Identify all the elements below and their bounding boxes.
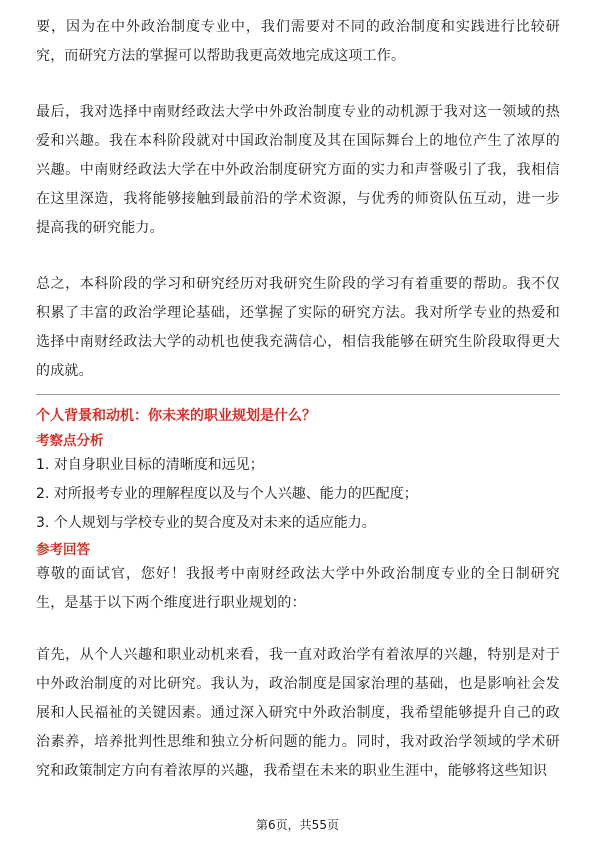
analysis-label: 考察点分析 [36, 433, 104, 449]
analysis-item: 1. 对自身职业目标的清晰度和远见； [36, 457, 264, 473]
page-content [36, 13, 560, 786]
section-divider [36, 394, 560, 395]
paragraph-gap [36, 71, 560, 98]
analysis-item: 2. 对所报考专业的理解程度以及与个人兴趣、能力的匹配度； [36, 486, 418, 502]
paragraph-gap [36, 243, 560, 270]
answer-paragraph: 首先，从个人兴趣和职业动机来看，我一直对政治学有着浓厚的兴趣，特别是对于中外政治制度的对比研究。我认为，政治制度是国家治理的基础，也是影响社会发展和人民福祉的关键因素。通过深入研究中外政治制度，我希望能够提升自己的政治素养，培养批判性思维和独立分析问题的能力。同时，我对政治学领域的学术研究和政策制定方向有着浓厚的兴趣，我希望在未来的职业生涯中，能够将这些知识 [36, 647, 560, 779]
page-number-footer: 第6页，共55页 [256, 818, 339, 832]
body-paragraph: 要，因为在中外政治制度专业中，我们需要对不同的政治制度和实践进行比较研究，而研究方法的掌握可以帮助我更高效地完成这项工作。 [36, 19, 560, 64]
analysis-item: 3. 个人规划与学校专业的契合度及对未来的适应能力。 [36, 515, 376, 531]
body-paragraph: 最后，我对选择中南财经政法大学中外政治制度专业的动机源于我对这一领域的热爱和兴趣。我在本科阶段就对中国政治制度及其在国际舞台上的地位产生了浓厚的兴趣。中南财经政法大学在中外政治制度研究方面的实力和声誉吸引了我，我相信在这里深造，我将能够接触到最前沿的学术资源，与优秀的师资队伍互动，进一步提高我的研究能力。 [36, 104, 560, 236]
question-heading: 个人背景和动机：你未来的职业规划是什么？ [36, 408, 316, 424]
body-paragraph: 总之，本科阶段的学习和研究经历对我研究生阶段的学习有着重要的帮助。我不仅积累了丰富的政治学理论基础，还掌握了实际的研究方法。我对所学专业的热爱和选择中南财经政法大学的动机也使我充满信心，相信我能够在研究生阶段取得更大的成就。 [36, 276, 560, 379]
paragraph-gap [36, 618, 560, 641]
answer-label: 参考回答 [36, 542, 90, 558]
answer-paragraph: 尊敬的面试官，您好！我报考中南财经政法大学中外政治制度专业的全日制研究生，是基于以下两个维度进行职业规划的： [36, 566, 560, 611]
